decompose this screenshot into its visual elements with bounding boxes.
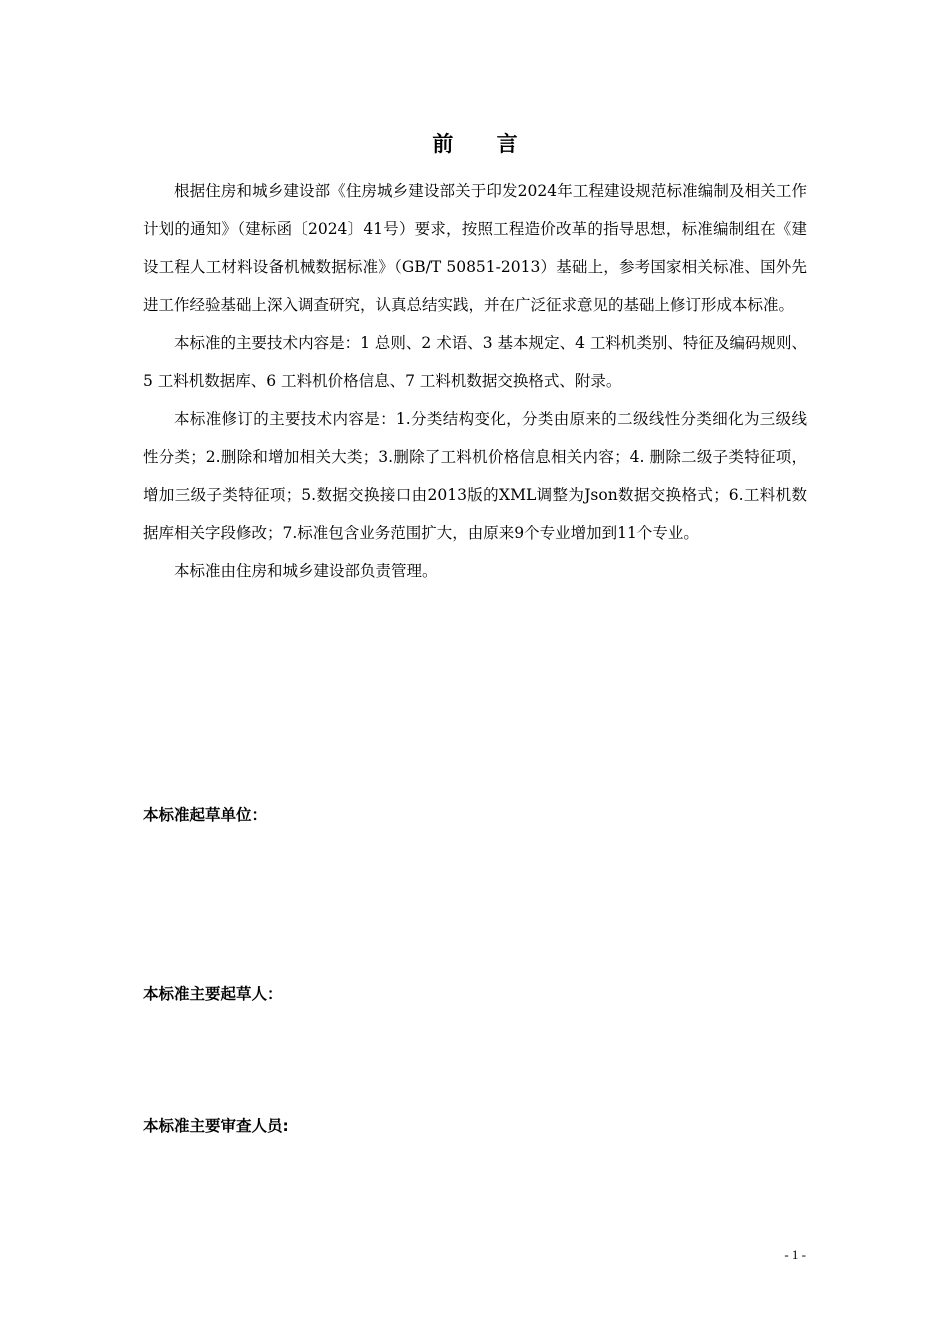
- page-number: - 1 -: [784, 1247, 806, 1262]
- body-text: [143, 172, 807, 590]
- main-drafters-label: 本标准主要起草人：: [143, 985, 283, 1003]
- drafting-units-label: 本标准起草单位：: [143, 806, 268, 824]
- page-title: 前 言: [432, 132, 536, 156]
- main-reviewers-label: 本标准主要审查人员:: [143, 1117, 289, 1135]
- paragraph-revision-content: 本标准修订的主要技术内容是：1.分类结构变化，分类由原来的二级线性分类细化为三级线性分类；2.删除和增加相关大类；3.删除了工料机价格信息相关内容；4. 删除二级子类特征项，增加三级子类特征项；5.数据交换接口由2013版的XML调整为Json数据交换格式；6.工料机数据库相关字段修改；7.标准包含业务范围扩大，由原来9个专业增加到11个专业。: [143, 410, 807, 542]
- paragraph-main-content: 本标准的主要技术内容是：1 总则、2 术语、3 基本规定、4 工料机类别、特征及编码规则、5 工料机数据库、6 工料机价格信息、7 工料机数据交换格式、附录。: [143, 334, 807, 390]
- paragraph-background: 根据住房和城乡建设部《住房城乡建设部关于印发2024年工程建设规范标准编制及相关工作计划的通知》（建标函〔2024〕41号）要求，按照工程造价改革的指导思想，标准编制组在《建设工程人工材料设备机械数据标准》（GB/T 50851-2013）基础上，参考国家相关标准、国外先进工作经验基础上深入调查研究，认真总结实践，并在广泛征求意见的基础上修订形成本标准。: [143, 182, 807, 314]
- paragraph-management: 本标准由住房和城乡建设部负责管理。: [174, 562, 438, 580]
